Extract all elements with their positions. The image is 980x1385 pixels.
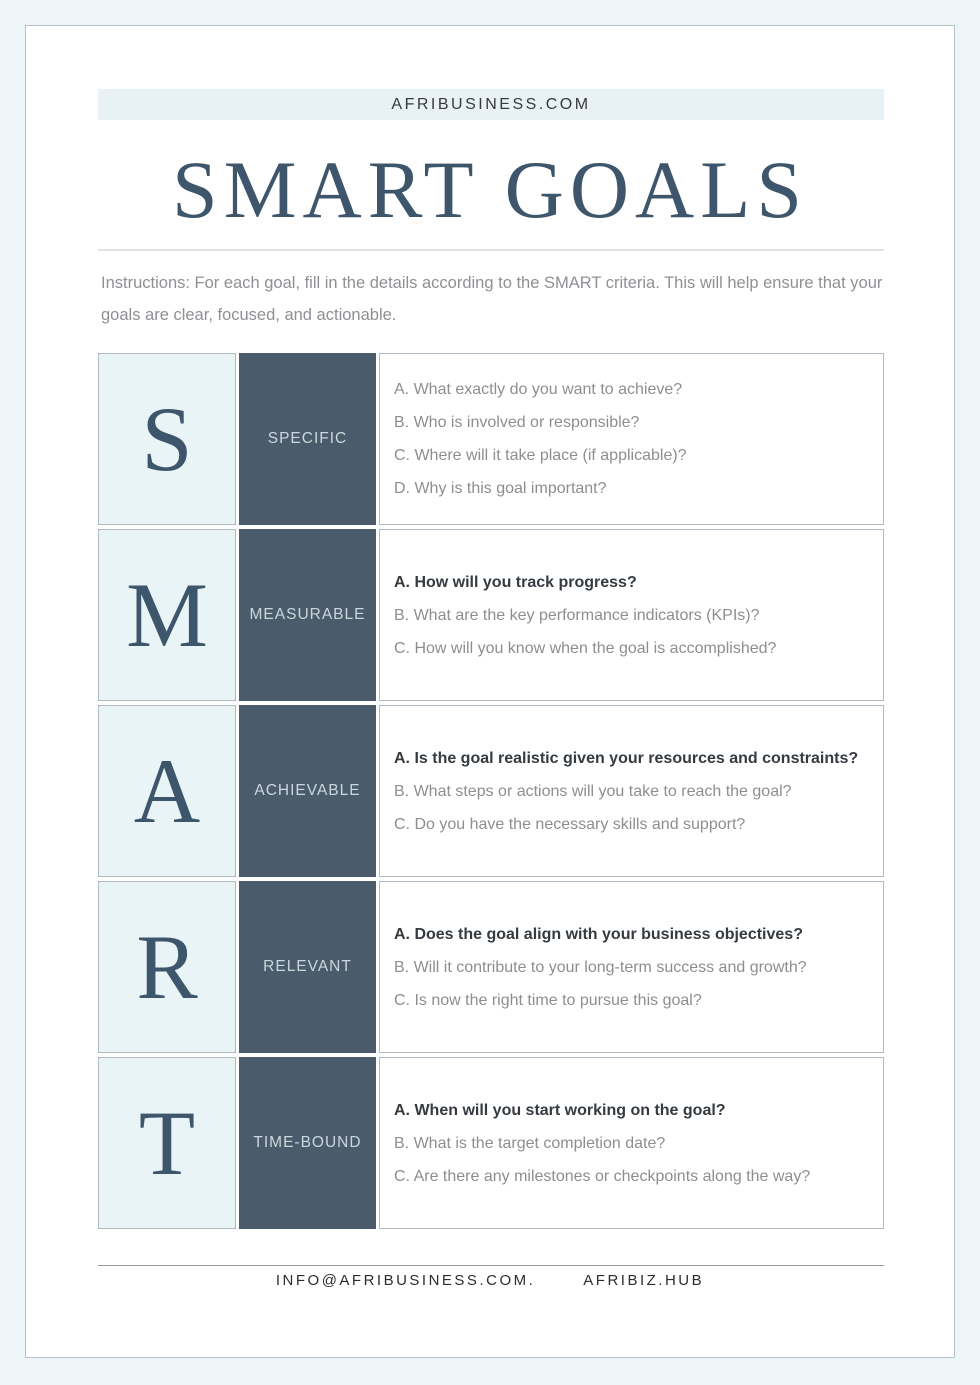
- worksheet-page: [25, 25, 955, 1358]
- question-line: C. Do you have the necessary skills and support?: [394, 815, 746, 833]
- footer-email: INFO@AFRIBUSINESS.COM.: [275, 1272, 536, 1289]
- question-line: B. Who is involved or responsible?: [394, 414, 640, 431]
- site-banner-text: AFRIBUSINESS.COM: [391, 95, 591, 113]
- smart-row-measurable: [98, 529, 884, 701]
- question-line: C. Are there any milestones or checkpoints along the way?: [394, 1167, 811, 1185]
- label-cell: [239, 529, 376, 701]
- questions-cell: [379, 705, 884, 877]
- letter-glyph: M: [126, 564, 208, 666]
- questions-cell: [379, 529, 884, 701]
- question-line: B. What is the target completion date?: [394, 1134, 666, 1152]
- smart-row-specific: [98, 353, 884, 525]
- question-line: C. Is now the right time to pursue this goal?: [394, 991, 702, 1009]
- letter-cell: [98, 705, 236, 877]
- letter-cell: [98, 881, 236, 1053]
- label-text: RELEVANT: [263, 958, 352, 975]
- question-line: B. What are the key performance indicators (KPIs)?: [394, 606, 760, 624]
- label-text: MEASURABLE: [249, 606, 366, 623]
- page-title: SMART GOALS: [172, 144, 808, 235]
- site-banner: [98, 89, 884, 120]
- questions-cell: [379, 881, 884, 1053]
- question-line: A. When will you start working on the goal?: [394, 1101, 726, 1119]
- smart-row-time-bound: [98, 1057, 884, 1229]
- smart-table: [98, 353, 884, 1229]
- footer: [26, 1272, 954, 1289]
- letter-glyph: A: [133, 740, 201, 842]
- smart-row-achievable: [98, 705, 884, 877]
- questions-cell: [379, 1057, 884, 1229]
- label-text: TIME-BOUND: [253, 1134, 362, 1151]
- label-cell: [239, 705, 376, 877]
- letter-glyph: R: [136, 916, 198, 1018]
- label-text: ACHIEVABLE: [254, 782, 361, 799]
- letter-cell: [98, 529, 236, 701]
- instructions-text: Instructions: For each goal, fill in the details according to the SMART criteria. This will help ensure that your goals are clear, focused, and actionable.: [101, 274, 883, 324]
- label-cell: [239, 881, 376, 1053]
- question-line: C. How will you know when the goal is accomplished?: [394, 639, 777, 657]
- footer-divider: [98, 1265, 884, 1266]
- footer-handle: AFRIBIZ.HUB: [583, 1272, 705, 1289]
- title-divider: [98, 249, 884, 251]
- label-cell: [239, 1057, 376, 1229]
- questions-cell: [379, 353, 884, 525]
- label-cell: [239, 353, 376, 525]
- label-text: SPECIFIC: [267, 430, 348, 447]
- question-line: B. Will it contribute to your long-term success and growth?: [394, 958, 807, 976]
- letter-cell: [98, 1057, 236, 1229]
- question-line: D. Why is this goal important?: [394, 480, 607, 497]
- smart-row-relevant: [98, 881, 884, 1053]
- question-line: A. What exactly do you want to achieve?: [394, 381, 683, 398]
- question-line: C. Where will it take place (if applicable)?: [394, 447, 687, 464]
- letter-glyph: S: [141, 388, 193, 490]
- letter-cell: [98, 353, 236, 525]
- question-line: A. Is the goal realistic given your resources and constraints?: [394, 749, 859, 767]
- question-line: A. How will you track progress?: [394, 573, 637, 591]
- question-line: B. What steps or actions will you take to reach the goal?: [394, 782, 792, 800]
- letter-glyph: T: [138, 1092, 196, 1194]
- question-line: A. Does the goal align with your business objectives?: [394, 925, 803, 943]
